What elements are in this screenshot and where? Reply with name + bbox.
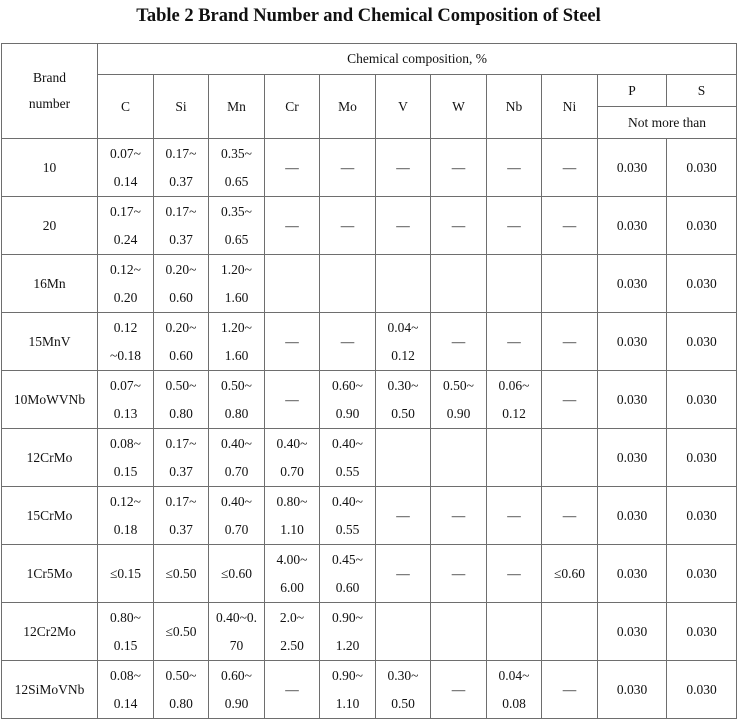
cell-cr bbox=[265, 371, 320, 429]
col-header-mn: Mn bbox=[209, 75, 265, 139]
cell-cr-line: — bbox=[285, 159, 299, 175]
cell-cr-line: — bbox=[285, 681, 299, 697]
cell-w bbox=[431, 139, 487, 197]
cell-w bbox=[431, 429, 487, 487]
cell-s: 0.030 bbox=[667, 545, 737, 603]
cell-mn-line: 0.50~ bbox=[221, 377, 252, 393]
cell-mn-line: 0.35~ bbox=[221, 145, 252, 161]
cell-c bbox=[98, 545, 154, 603]
cell-mn bbox=[209, 255, 265, 313]
cell-mo bbox=[320, 197, 376, 255]
cell-si-line: 0.17~ bbox=[165, 493, 197, 509]
cell-p: 0.030 bbox=[598, 545, 667, 603]
chemical-composition-header: Chemical composition, % bbox=[98, 44, 737, 75]
brand-cell: 12CrMo bbox=[2, 429, 98, 487]
cell-mo-line: 0.90 bbox=[335, 405, 360, 421]
cell-w bbox=[431, 487, 487, 545]
cell-c-line: 0.14 bbox=[113, 173, 138, 189]
cell-c bbox=[98, 603, 154, 661]
cell-ni-line: — bbox=[562, 681, 577, 697]
cell-mo bbox=[320, 603, 376, 661]
cell-mo bbox=[320, 255, 376, 313]
cell-ni-line: — bbox=[562, 333, 577, 349]
cell-cr bbox=[265, 661, 320, 719]
cell-v-line: 0.30~ bbox=[387, 667, 419, 683]
cell-mo-line: — bbox=[340, 217, 355, 233]
cell-si-line: 0.17~ bbox=[165, 203, 197, 219]
cell-c-line: 0.12~ bbox=[110, 493, 141, 509]
cell-ni-line: ≤0.60 bbox=[553, 565, 586, 581]
brand-cell: 16Mn bbox=[2, 255, 98, 313]
cell-mo bbox=[320, 429, 376, 487]
cell-si-line: 0.37 bbox=[169, 173, 193, 189]
cell-si bbox=[154, 371, 209, 429]
cell-mn-line: 0.70 bbox=[224, 463, 249, 479]
cell-nb bbox=[487, 429, 542, 487]
cell-si-line: 0.37 bbox=[169, 521, 193, 537]
cell-v bbox=[376, 255, 431, 313]
cell-mn bbox=[209, 545, 265, 603]
table-body bbox=[2, 139, 737, 719]
cell-v bbox=[376, 371, 431, 429]
cell-c-line: 0.18 bbox=[113, 521, 138, 537]
cell-c-line: 0.80~ bbox=[110, 609, 141, 625]
cell-mn-line: 1.20~ bbox=[221, 261, 252, 277]
brand-cell: 1Cr5Mo bbox=[2, 545, 98, 603]
cell-c bbox=[98, 255, 154, 313]
table-row bbox=[2, 545, 737, 603]
cell-cr-line: 0.40~ bbox=[276, 435, 308, 451]
cell-cr-line: 2.0~ bbox=[279, 609, 305, 625]
cell-mn bbox=[209, 661, 265, 719]
cell-cr-line: — bbox=[285, 333, 299, 349]
cell-mn-line: 0.70 bbox=[224, 521, 249, 537]
cell-si bbox=[154, 313, 209, 371]
cell-ni bbox=[542, 661, 598, 719]
table-row bbox=[2, 255, 737, 313]
cell-mn bbox=[209, 139, 265, 197]
table-row bbox=[2, 197, 737, 255]
cell-c-line: 0.15 bbox=[113, 637, 138, 653]
cell-si-line: 0.17~ bbox=[165, 435, 197, 451]
cell-cr-line: — bbox=[285, 217, 299, 233]
cell-v-line: 0.04~ bbox=[387, 319, 419, 335]
cell-w-line: — bbox=[451, 565, 466, 581]
cell-mo-line: 0.45~ bbox=[332, 551, 363, 567]
table-row bbox=[2, 429, 737, 487]
cell-cr-line: 1.10 bbox=[280, 521, 304, 537]
cell-ni bbox=[542, 371, 598, 429]
cell-nb-line: 0.06~ bbox=[498, 377, 530, 393]
cell-mn-line: 0.40~ bbox=[221, 493, 252, 509]
cell-c-line: ≤0.15 bbox=[109, 565, 142, 581]
col-header-p: P bbox=[598, 75, 667, 107]
cell-mn-line: 0.40~ bbox=[221, 435, 252, 451]
cell-w bbox=[431, 313, 487, 371]
cell-s: 0.030 bbox=[667, 197, 737, 255]
cell-nb bbox=[487, 661, 542, 719]
cell-c bbox=[98, 661, 154, 719]
cell-si-line: 0.50~ bbox=[165, 377, 197, 393]
cell-c-line: ~0.18 bbox=[110, 347, 141, 363]
cell-si-line: 0.60 bbox=[169, 289, 193, 305]
cell-w bbox=[431, 197, 487, 255]
cell-ni-line: — bbox=[562, 159, 577, 175]
cell-c bbox=[98, 371, 154, 429]
cell-c bbox=[98, 197, 154, 255]
cell-nb bbox=[487, 197, 542, 255]
cell-v-line: — bbox=[396, 159, 410, 175]
cell-ni bbox=[542, 197, 598, 255]
cell-mn bbox=[209, 487, 265, 545]
cell-mo-line: 0.40~ bbox=[332, 493, 363, 509]
cell-v bbox=[376, 313, 431, 371]
cell-ni bbox=[542, 545, 598, 603]
cell-p: 0.030 bbox=[598, 661, 667, 719]
cell-si bbox=[154, 545, 209, 603]
cell-p: 0.030 bbox=[598, 255, 667, 313]
cell-nb bbox=[487, 313, 542, 371]
cell-si-line: 0.50~ bbox=[165, 667, 197, 683]
cell-c-line: 0.07~ bbox=[110, 145, 141, 161]
table-row bbox=[2, 603, 737, 661]
cell-ni bbox=[542, 429, 598, 487]
cell-c-line: 0.14 bbox=[113, 695, 138, 711]
cell-si bbox=[154, 603, 209, 661]
cell-mn-line: 0.60~ bbox=[221, 667, 252, 683]
cell-mn-line: 0.90 bbox=[224, 695, 249, 711]
cell-s: 0.030 bbox=[667, 313, 737, 371]
cell-nb bbox=[487, 603, 542, 661]
cell-ni-line: — bbox=[562, 507, 577, 523]
cell-mn-line: 70 bbox=[229, 637, 244, 653]
cell-cr-line: 6.00 bbox=[280, 579, 304, 595]
cell-si-line: 0.80 bbox=[169, 405, 193, 421]
cell-s: 0.030 bbox=[667, 429, 737, 487]
cell-nb-line: — bbox=[507, 565, 521, 581]
cell-w-line: — bbox=[451, 681, 466, 697]
cell-ni bbox=[542, 139, 598, 197]
cell-c-line: 0.12 bbox=[113, 319, 138, 335]
cell-nb bbox=[487, 487, 542, 545]
cell-mo-line: 0.90~ bbox=[332, 609, 363, 625]
cell-mn bbox=[209, 603, 265, 661]
cell-cr bbox=[265, 197, 320, 255]
cell-nb-line: — bbox=[507, 217, 521, 233]
cell-mo-line: 0.90~ bbox=[332, 667, 363, 683]
cell-mo-line: 0.60 bbox=[335, 579, 360, 595]
cell-si bbox=[154, 487, 209, 545]
cell-c-line: 0.15 bbox=[113, 463, 138, 479]
steel-composition-table bbox=[1, 43, 737, 719]
cell-si-line: 0.17~ bbox=[165, 145, 197, 161]
cell-nb-line: — bbox=[507, 333, 521, 349]
cell-v-line: — bbox=[396, 217, 410, 233]
cell-p: 0.030 bbox=[598, 603, 667, 661]
cell-cr-line: — bbox=[285, 391, 299, 407]
cell-si-line: ≤0.50 bbox=[165, 565, 197, 581]
table-row bbox=[2, 487, 737, 545]
cell-v bbox=[376, 603, 431, 661]
brand-cell: 12Cr2Mo bbox=[2, 603, 98, 661]
cell-mn bbox=[209, 429, 265, 487]
table-title: Table 2 Brand Number and Chemical Composition of Steel bbox=[136, 6, 601, 26]
cell-mo-line: 0.60~ bbox=[332, 377, 363, 393]
not-more-than-note: Not more than bbox=[598, 107, 737, 139]
cell-c bbox=[98, 429, 154, 487]
cell-p: 0.030 bbox=[598, 487, 667, 545]
cell-s: 0.030 bbox=[667, 255, 737, 313]
cell-mn bbox=[209, 371, 265, 429]
cell-mo bbox=[320, 313, 376, 371]
cell-mo bbox=[320, 139, 376, 197]
cell-w-line: — bbox=[451, 217, 466, 233]
cell-mn-line: 1.60 bbox=[224, 289, 249, 305]
cell-c-line: 0.08~ bbox=[110, 667, 141, 683]
brand-cell: 20 bbox=[2, 197, 98, 255]
cell-s: 0.030 bbox=[667, 139, 737, 197]
cell-ni bbox=[542, 313, 598, 371]
cell-si-line: 0.60 bbox=[169, 347, 193, 363]
cell-c-line: 0.08~ bbox=[110, 435, 141, 451]
cell-nb-line: — bbox=[507, 159, 521, 175]
brand-cell: 15CrMo bbox=[2, 487, 98, 545]
col-header-c: C bbox=[98, 75, 154, 139]
cell-mn-line: 0.65 bbox=[224, 231, 249, 247]
cell-w bbox=[431, 255, 487, 313]
brand-cell: 10MoWVNb bbox=[2, 371, 98, 429]
col-header-s: S bbox=[667, 75, 737, 107]
cell-v bbox=[376, 429, 431, 487]
cell-si-line: 0.20~ bbox=[165, 319, 197, 335]
cell-cr-line: 4.00~ bbox=[276, 551, 308, 567]
cell-cr bbox=[265, 313, 320, 371]
cell-cr-line: 0.80~ bbox=[276, 493, 308, 509]
cell-mn-line: 0.40~0. bbox=[215, 609, 258, 625]
cell-si bbox=[154, 255, 209, 313]
cell-mn-line: 0.65 bbox=[224, 173, 249, 189]
cell-v-line: — bbox=[396, 507, 410, 523]
cell-ni-line: — bbox=[562, 391, 577, 407]
cell-v-line: 0.30~ bbox=[387, 377, 419, 393]
cell-ni-line: — bbox=[562, 217, 577, 233]
cell-v bbox=[376, 545, 431, 603]
cell-mn bbox=[209, 313, 265, 371]
cell-mo bbox=[320, 661, 376, 719]
cell-mo bbox=[320, 545, 376, 603]
cell-cr bbox=[265, 603, 320, 661]
table-row bbox=[2, 313, 737, 371]
cell-mo bbox=[320, 487, 376, 545]
cell-w bbox=[431, 545, 487, 603]
cell-w-line: — bbox=[451, 333, 466, 349]
cell-mn-line: ≤0.60 bbox=[220, 565, 253, 581]
cell-cr bbox=[265, 255, 320, 313]
col-header-ni: Ni bbox=[542, 75, 598, 139]
cell-nb bbox=[487, 139, 542, 197]
cell-c-line: 0.20 bbox=[113, 289, 138, 305]
cell-w-line: 0.50~ bbox=[443, 377, 474, 393]
cell-p: 0.030 bbox=[598, 371, 667, 429]
cell-c-line: 0.12~ bbox=[110, 261, 141, 277]
cell-p: 0.030 bbox=[598, 139, 667, 197]
cell-ni bbox=[542, 603, 598, 661]
cell-c-line: 0.24 bbox=[113, 231, 138, 247]
cell-nb bbox=[487, 255, 542, 313]
cell-si-line: 0.37 bbox=[169, 463, 193, 479]
cell-si bbox=[154, 429, 209, 487]
col-header-nb: Nb bbox=[487, 75, 542, 139]
cell-v-line: 0.12 bbox=[391, 347, 415, 363]
cell-c bbox=[98, 487, 154, 545]
brand-cell: 12SiMoVNb bbox=[2, 661, 98, 719]
table-row bbox=[2, 661, 737, 719]
col-header-mo: Mo bbox=[320, 75, 376, 139]
cell-mn-line: 0.35~ bbox=[221, 203, 252, 219]
cell-c-line: 0.07~ bbox=[110, 377, 141, 393]
cell-nb bbox=[487, 545, 542, 603]
cell-s: 0.030 bbox=[667, 603, 737, 661]
col-header-w: W bbox=[431, 75, 487, 139]
cell-mn-line: 1.60 bbox=[224, 347, 249, 363]
cell-c-line: 0.13 bbox=[113, 405, 138, 421]
cell-s: 0.030 bbox=[667, 487, 737, 545]
cell-mo-line: 0.40~ bbox=[332, 435, 363, 451]
cell-cr-line: 2.50 bbox=[280, 637, 304, 653]
col-header-si: Si bbox=[154, 75, 209, 139]
cell-nb-line: — bbox=[507, 507, 521, 523]
cell-si-line: ≤0.50 bbox=[165, 623, 197, 639]
brand-header-line1: Brand bbox=[33, 70, 66, 85]
table-row bbox=[2, 371, 737, 429]
cell-si bbox=[154, 139, 209, 197]
cell-s: 0.030 bbox=[667, 661, 737, 719]
brand-number-header bbox=[2, 44, 98, 139]
cell-v bbox=[376, 661, 431, 719]
cell-nb-line: 0.08 bbox=[502, 695, 526, 711]
cell-cr bbox=[265, 429, 320, 487]
cell-mo-line: 1.10 bbox=[335, 695, 360, 711]
cell-w bbox=[431, 661, 487, 719]
cell-w-line: — bbox=[451, 507, 466, 523]
table-row bbox=[2, 139, 737, 197]
cell-mn-line: 1.20~ bbox=[221, 319, 252, 335]
cell-v bbox=[376, 139, 431, 197]
cell-mo-line: 0.55 bbox=[335, 463, 360, 479]
cell-w-line: 0.90 bbox=[446, 405, 471, 421]
cell-mo-line: 0.55 bbox=[335, 521, 360, 537]
cell-v bbox=[376, 487, 431, 545]
col-header-cr: Cr bbox=[265, 75, 320, 139]
cell-nb-line: 0.12 bbox=[502, 405, 526, 421]
cell-s: 0.030 bbox=[667, 371, 737, 429]
brand-cell: 15MnV bbox=[2, 313, 98, 371]
cell-cr bbox=[265, 545, 320, 603]
brand-header-line2: number bbox=[28, 96, 71, 111]
cell-si-line: 0.20~ bbox=[165, 261, 197, 277]
cell-si bbox=[154, 197, 209, 255]
brand-cell: 10 bbox=[2, 139, 98, 197]
cell-v-line: — bbox=[396, 565, 410, 581]
cell-nb bbox=[487, 371, 542, 429]
cell-w bbox=[431, 603, 487, 661]
cell-v-line: 0.50 bbox=[391, 695, 415, 711]
cell-si-line: 0.37 bbox=[169, 231, 193, 247]
cell-si-line: 0.80 bbox=[169, 695, 193, 711]
cell-w bbox=[431, 371, 487, 429]
cell-ni bbox=[542, 487, 598, 545]
cell-mn-line: 0.80 bbox=[224, 405, 249, 421]
cell-nb-line: 0.04~ bbox=[498, 667, 530, 683]
cell-v-line: 0.50 bbox=[391, 405, 415, 421]
cell-c-line: 0.17~ bbox=[110, 203, 141, 219]
cell-ni bbox=[542, 255, 598, 313]
cell-cr-line: 0.70 bbox=[280, 463, 304, 479]
col-header-v: V bbox=[376, 75, 431, 139]
cell-mo bbox=[320, 371, 376, 429]
cell-cr bbox=[265, 487, 320, 545]
cell-mo-line: — bbox=[340, 333, 355, 349]
cell-mn bbox=[209, 197, 265, 255]
cell-p: 0.030 bbox=[598, 429, 667, 487]
cell-si bbox=[154, 661, 209, 719]
cell-c bbox=[98, 139, 154, 197]
cell-p: 0.030 bbox=[598, 313, 667, 371]
cell-c bbox=[98, 313, 154, 371]
cell-v bbox=[376, 197, 431, 255]
cell-p: 0.030 bbox=[598, 197, 667, 255]
cell-mo-line: 1.20 bbox=[335, 637, 360, 653]
cell-mo-line: — bbox=[340, 159, 355, 175]
cell-w-line: — bbox=[451, 159, 466, 175]
cell-cr bbox=[265, 139, 320, 197]
